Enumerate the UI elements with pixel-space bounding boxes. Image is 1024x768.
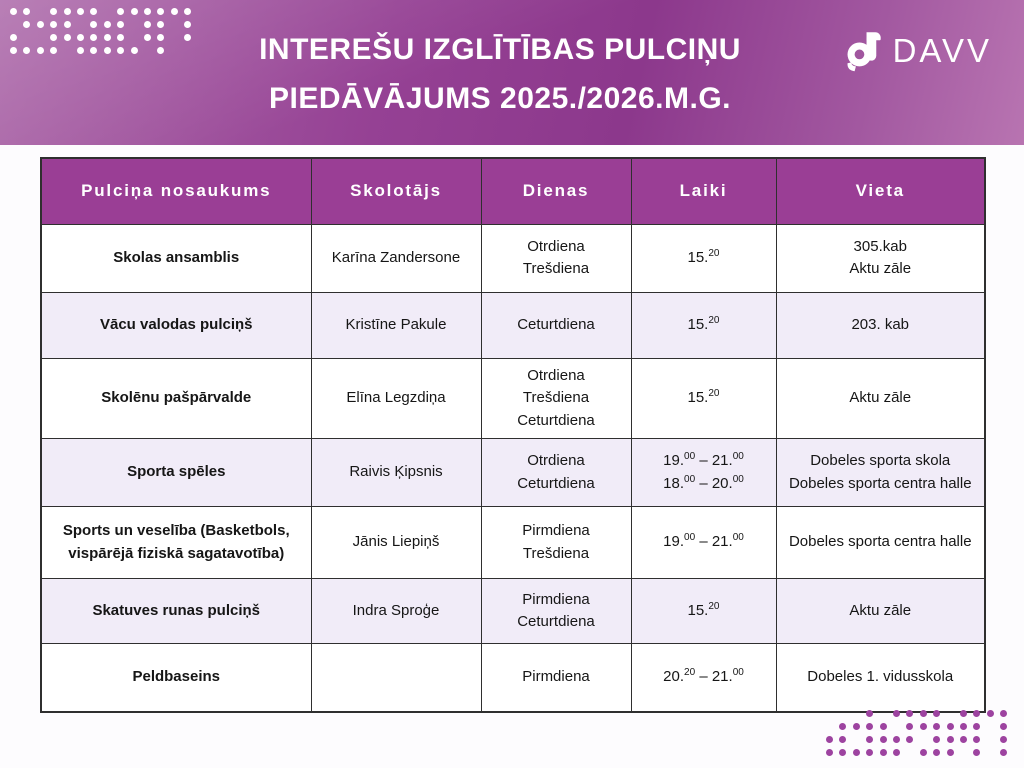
cell-place bbox=[776, 358, 985, 439]
table-row bbox=[41, 224, 985, 292]
time-value: 15.20 bbox=[687, 388, 720, 406]
dot-pattern-bottom-right-icon bbox=[826, 710, 1022, 766]
dot bbox=[144, 8, 151, 15]
time-superscript: 00 bbox=[732, 667, 744, 678]
time-superscript: 00 bbox=[732, 532, 744, 544]
davv-pinwheel-d-icon bbox=[840, 27, 886, 73]
cell-club-name: Vācu valodas pulciņš bbox=[41, 292, 311, 358]
cell-place bbox=[776, 579, 985, 644]
dot bbox=[906, 723, 913, 730]
dot bbox=[866, 736, 873, 743]
dot bbox=[64, 8, 71, 15]
dot bbox=[1000, 749, 1007, 756]
place-label: Dobeles sporta centra halle bbox=[788, 533, 972, 551]
place-label: Dobeles 1. vidusskola bbox=[807, 668, 954, 685]
cell-club-name: Skolēnu pašpārvalde bbox=[41, 358, 311, 439]
cell-place bbox=[776, 224, 985, 292]
table-row bbox=[41, 292, 985, 358]
column-header-teacher: Skolotājs bbox=[311, 158, 481, 224]
cell-teacher: Elīna Legzdiņa bbox=[311, 358, 481, 439]
place-label: Dobeles sporta centra halle bbox=[788, 474, 972, 492]
dot bbox=[77, 8, 84, 15]
dot bbox=[90, 47, 97, 54]
dot bbox=[104, 21, 111, 28]
day-label: Trešdiena bbox=[522, 260, 590, 277]
dot bbox=[10, 34, 17, 41]
cell-times bbox=[631, 358, 776, 439]
dot bbox=[933, 736, 940, 743]
dot bbox=[866, 749, 873, 756]
dot bbox=[157, 8, 164, 15]
dot bbox=[947, 723, 954, 730]
dot bbox=[104, 34, 111, 41]
dot bbox=[1000, 710, 1007, 717]
page-title-line2: PIEDĀVĀJUMS 2025./2026.M.G. bbox=[268, 82, 732, 115]
time-superscript: 00 bbox=[732, 473, 744, 485]
dot bbox=[117, 21, 124, 28]
time-superscript: 20 bbox=[684, 667, 696, 678]
cell-teacher: Indra Sproģe bbox=[311, 579, 481, 644]
cell-teacher: Kristīne Pakule bbox=[311, 292, 481, 358]
cell-club-name: Skatuves runas pulciņš bbox=[41, 579, 311, 644]
dot bbox=[77, 47, 84, 54]
cell-place bbox=[776, 644, 985, 712]
dot bbox=[144, 21, 151, 28]
dot bbox=[10, 47, 17, 54]
dot bbox=[987, 710, 994, 717]
dot bbox=[839, 749, 846, 756]
dot bbox=[117, 47, 124, 54]
dot bbox=[906, 710, 913, 717]
dot bbox=[906, 736, 913, 743]
cell-days bbox=[481, 507, 631, 579]
time-superscript: 20 bbox=[708, 600, 720, 612]
cell-times bbox=[631, 292, 776, 358]
cell-place bbox=[776, 507, 985, 579]
place-label: Aktu zāle bbox=[849, 389, 912, 406]
time-superscript: 00 bbox=[732, 451, 744, 462]
cell-times bbox=[631, 579, 776, 644]
dot bbox=[933, 723, 940, 730]
dot bbox=[839, 736, 846, 743]
davv-logo-text: DAVV bbox=[892, 31, 992, 69]
cell-teacher bbox=[311, 644, 481, 712]
dot bbox=[880, 736, 887, 743]
davv-logo bbox=[840, 27, 992, 73]
dot bbox=[144, 34, 151, 41]
dot bbox=[104, 47, 111, 54]
dot bbox=[131, 8, 138, 15]
cell-club-name: Skolas ansamblis bbox=[41, 224, 311, 292]
time-value: 15.20 bbox=[687, 247, 720, 266]
day-label: Pirmdiena bbox=[522, 590, 590, 608]
column-header-place: Vieta bbox=[776, 158, 985, 224]
dot bbox=[893, 736, 900, 743]
dot bbox=[947, 749, 954, 756]
dot bbox=[947, 736, 954, 743]
table-body bbox=[41, 224, 985, 712]
place-label: Dobeles sporta skola bbox=[810, 452, 951, 469]
cell-times bbox=[631, 644, 776, 712]
cell-place bbox=[776, 439, 985, 507]
dot bbox=[1000, 736, 1007, 743]
dot bbox=[50, 21, 57, 28]
dot bbox=[853, 749, 860, 756]
cell-teacher: Jānis Liepiņš bbox=[311, 507, 481, 579]
dot bbox=[64, 34, 71, 41]
day-label: Ceturtdiena bbox=[517, 474, 595, 492]
dot bbox=[37, 21, 44, 28]
time-value: 15.20 bbox=[687, 600, 720, 619]
dot bbox=[826, 749, 833, 756]
dot bbox=[90, 34, 97, 41]
dot bbox=[853, 723, 860, 730]
time-superscript: 00 bbox=[684, 473, 696, 485]
dot bbox=[90, 21, 97, 28]
dot bbox=[960, 736, 967, 743]
dot bbox=[920, 749, 927, 756]
dot bbox=[50, 47, 57, 54]
day-label: Trešdiena bbox=[522, 389, 590, 406]
dot bbox=[973, 749, 980, 756]
dot bbox=[973, 723, 980, 730]
dot bbox=[90, 8, 97, 15]
dot bbox=[64, 21, 71, 28]
dot bbox=[184, 8, 191, 15]
cell-days bbox=[481, 224, 631, 292]
time-value: 20.20 – 21.00 bbox=[663, 667, 744, 685]
dot bbox=[920, 710, 927, 717]
dot bbox=[973, 710, 980, 717]
cell-times bbox=[631, 439, 776, 507]
dot bbox=[866, 723, 873, 730]
day-label: Ceturtdiena bbox=[517, 411, 595, 429]
dot bbox=[893, 749, 900, 756]
dot bbox=[50, 8, 57, 15]
header-row bbox=[41, 158, 985, 224]
cell-club-name: Sports un veselība (Basketbols, vispārējā fiziskā sagatavotība) bbox=[41, 507, 311, 579]
column-header-times: Laiki bbox=[631, 158, 776, 224]
dot bbox=[880, 723, 887, 730]
day-label: Otrdiena bbox=[527, 452, 585, 469]
day-label: Trešdiena bbox=[522, 544, 590, 562]
dot bbox=[23, 21, 30, 28]
dot bbox=[920, 723, 927, 730]
dot bbox=[973, 736, 980, 743]
day-label: Ceturtdiena bbox=[517, 315, 595, 333]
dot bbox=[933, 710, 940, 717]
time-value: 19.00 – 21.00 bbox=[663, 532, 744, 551]
dot bbox=[50, 34, 57, 41]
dot bbox=[933, 749, 940, 756]
dot bbox=[23, 8, 30, 15]
page-title-line1: INTEREŠU IZGLĪTĪBAS PULCIŅU bbox=[259, 33, 741, 66]
dot bbox=[117, 8, 124, 15]
dot bbox=[77, 34, 84, 41]
dot bbox=[117, 34, 124, 41]
day-label: Pirmdiena bbox=[522, 522, 590, 539]
place-label: Aktu zāle bbox=[849, 260, 912, 277]
table-row bbox=[41, 579, 985, 644]
place-label: 203. kab bbox=[851, 315, 910, 333]
schedule-table bbox=[40, 157, 986, 713]
table-row bbox=[41, 644, 985, 712]
time-superscript: 20 bbox=[708, 314, 720, 326]
cell-club-name: Peldbaseins bbox=[41, 644, 311, 712]
dot bbox=[826, 736, 833, 743]
time-value: 18.00 – 20.00 bbox=[663, 473, 744, 492]
dot bbox=[10, 8, 17, 15]
time-superscript: 00 bbox=[684, 451, 696, 462]
dot bbox=[171, 8, 178, 15]
day-label: Otrdiena bbox=[527, 237, 585, 255]
column-header-days: Dienas bbox=[481, 158, 631, 224]
table-head bbox=[41, 158, 985, 224]
table-row bbox=[41, 439, 985, 507]
dot bbox=[1000, 723, 1007, 730]
cell-days bbox=[481, 292, 631, 358]
column-header-club: Pulciņa nosaukums bbox=[41, 158, 311, 224]
cell-days bbox=[481, 358, 631, 439]
dot bbox=[960, 723, 967, 730]
cell-times bbox=[631, 224, 776, 292]
table-row bbox=[41, 507, 985, 579]
time-superscript: 00 bbox=[684, 532, 696, 544]
day-label: Ceturtdiena bbox=[517, 613, 595, 630]
dot bbox=[893, 710, 900, 717]
dot bbox=[131, 47, 138, 54]
cell-days bbox=[481, 644, 631, 712]
cell-days bbox=[481, 579, 631, 644]
cell-days bbox=[481, 439, 631, 507]
dot bbox=[866, 710, 873, 717]
time-superscript: 20 bbox=[708, 247, 720, 259]
cell-teacher: Raivis Ķipsnis bbox=[311, 439, 481, 507]
dot bbox=[37, 47, 44, 54]
day-label: Pirmdiena bbox=[522, 668, 590, 685]
dot bbox=[839, 723, 846, 730]
cell-teacher: Karīna Zandersone bbox=[311, 224, 481, 292]
cell-times bbox=[631, 507, 776, 579]
cell-place bbox=[776, 292, 985, 358]
dot bbox=[960, 710, 967, 717]
page-title bbox=[160, 25, 840, 123]
time-value: 15.20 bbox=[687, 314, 720, 333]
time-value: 19.00 – 21.00 bbox=[663, 451, 744, 469]
dot bbox=[880, 749, 887, 756]
banner bbox=[0, 0, 1024, 145]
place-label: 305.kab bbox=[853, 237, 907, 255]
dot bbox=[23, 47, 30, 54]
cell-club-name: Sporta spēles bbox=[41, 439, 311, 507]
place-label: Aktu zāle bbox=[849, 601, 912, 619]
day-label: Otrdiena bbox=[527, 366, 585, 384]
table-row bbox=[41, 358, 985, 439]
time-superscript: 20 bbox=[708, 388, 720, 399]
